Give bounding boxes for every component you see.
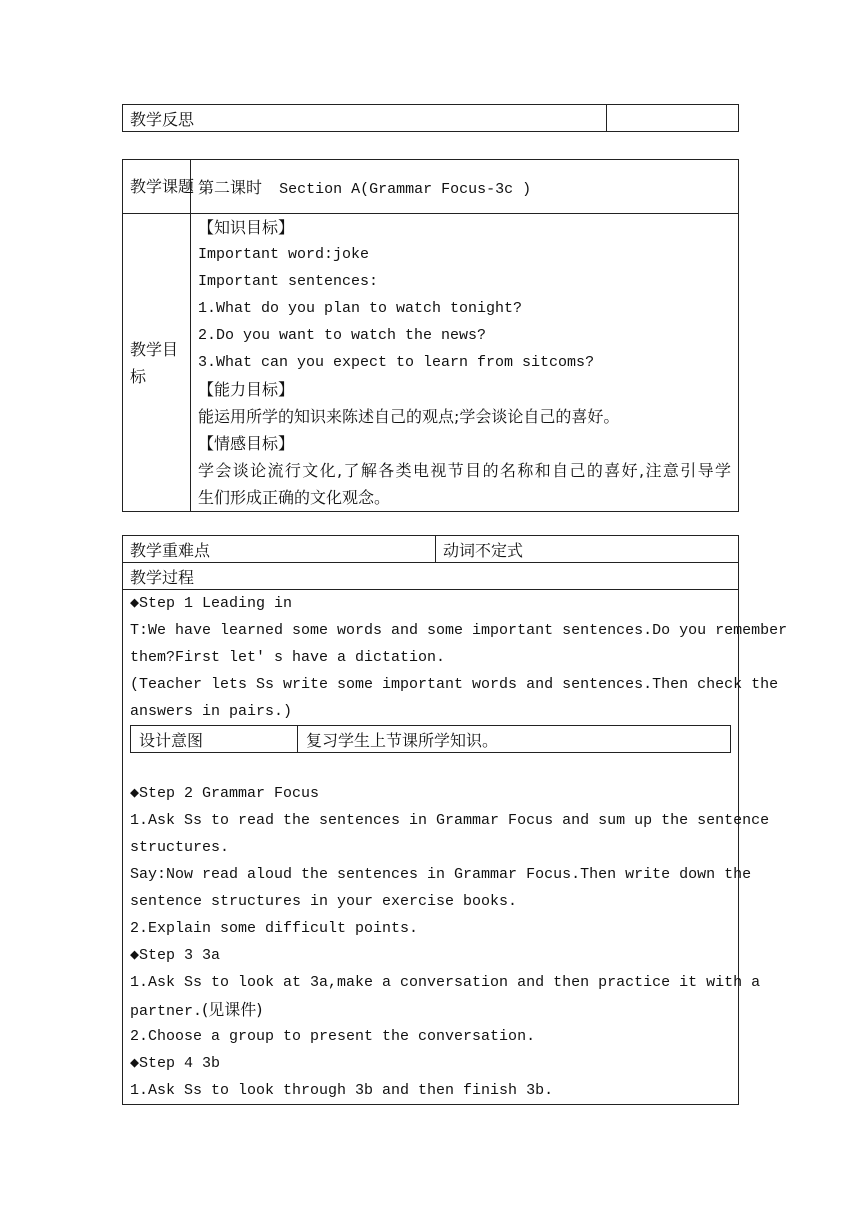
step2-line-1: 1.Ask Ss to read the sentences in Grammar Focus and sum up the sentence (130, 812, 770, 829)
goals-cell (191, 214, 739, 512)
step2-line-4: sentence structures in your exercise books. (130, 893, 518, 910)
process-content (123, 590, 788, 1105)
reflection-table (122, 104, 739, 132)
step3-courseware-note: (见课件) (202, 1000, 263, 1019)
spacer (130, 753, 731, 780)
reflection-label: 教学反思 (123, 105, 607, 132)
step2-line-5: 2.Explain some difficult points. (130, 920, 419, 937)
key-points-label: 教学重难点 (123, 536, 436, 563)
step2-title: ◆Step 2 Grammar Focus (130, 785, 320, 802)
step3-line-2 (130, 996, 731, 1023)
goal-sentence-2: 2.Do you want to watch the news? (198, 327, 487, 344)
important-word: Important word:joke (198, 246, 370, 263)
knowledge-heading: 【知识目标】 (198, 218, 295, 237)
design-intent-table (130, 725, 731, 753)
lesson-table (122, 159, 739, 512)
ability-heading: 【能力目标】 (198, 380, 295, 399)
emotion-heading: 【情感目标】 (198, 434, 295, 453)
design-intent-value: 复习学生上节课所学知识。 (298, 726, 731, 753)
topic-label-cell (123, 160, 195, 214)
step1-line-3: (Teacher lets Ss write some important words and sentences.Then check the (130, 676, 779, 693)
topic-cell (191, 160, 739, 214)
step1-line-2: them?First let′ s have a dictation. (130, 649, 446, 666)
key-points-value: 动词不定式 (436, 536, 739, 563)
step1-line-1: T:We have learned some words and some important sentences.Do you remember (130, 622, 788, 639)
reflection-value (607, 105, 739, 132)
emotion-text-line-2: 生们形成正确的文化观念。 (198, 488, 391, 507)
step4-line-1: 1.Ask Ss to look through 3b and then finish 3b. (130, 1082, 554, 1099)
ability-text: 能运用所学的知识来陈述自己的观点;学会谈论自己的喜好。 (198, 407, 620, 426)
sentences-heading: Important sentences: (198, 273, 379, 290)
emotion-text-line-1: 学会谈论流行文化,了解各类电视节目的名称和自己的喜好,注意引导学 (198, 461, 731, 480)
step3-line-3: 2.Choose a group to present the conversation. (130, 1028, 536, 1045)
goals-label: 教学目标 (130, 339, 179, 386)
topic-section: Section A(Grammar Focus-3c ) (279, 181, 532, 198)
step2-line-2: structures. (130, 839, 230, 856)
step1-title: ◆Step 1 Leading in (130, 595, 293, 612)
process-label: 教学过程 (123, 563, 739, 590)
design-intent-label: 设计意图 (131, 726, 298, 753)
step3-line-1: 1.Ask Ss to look at 3a,make a conversation and then practice it with a (130, 974, 761, 991)
step2-line-3: Say:Now read aloud the sentences in Grammar Focus.Then write down the (130, 866, 752, 883)
goals-label-cell (123, 214, 191, 512)
goal-sentence-1: 1.What do you plan to watch tonight? (198, 300, 523, 317)
step3-title: ◆Step 3 3a (130, 947, 221, 964)
step1-line-4: answers in pairs.) (130, 703, 293, 720)
step4-title: ◆Step 4 3b (130, 1055, 221, 1072)
goal-sentence-3: 3.What can you expect to learn from sitcoms? (198, 354, 595, 371)
topic-prefix: 第二课时 (198, 178, 263, 197)
process-table (122, 535, 788, 1105)
topic-label: 教学课题 (130, 176, 195, 196)
step3-line-2-text: partner. (130, 1003, 203, 1020)
